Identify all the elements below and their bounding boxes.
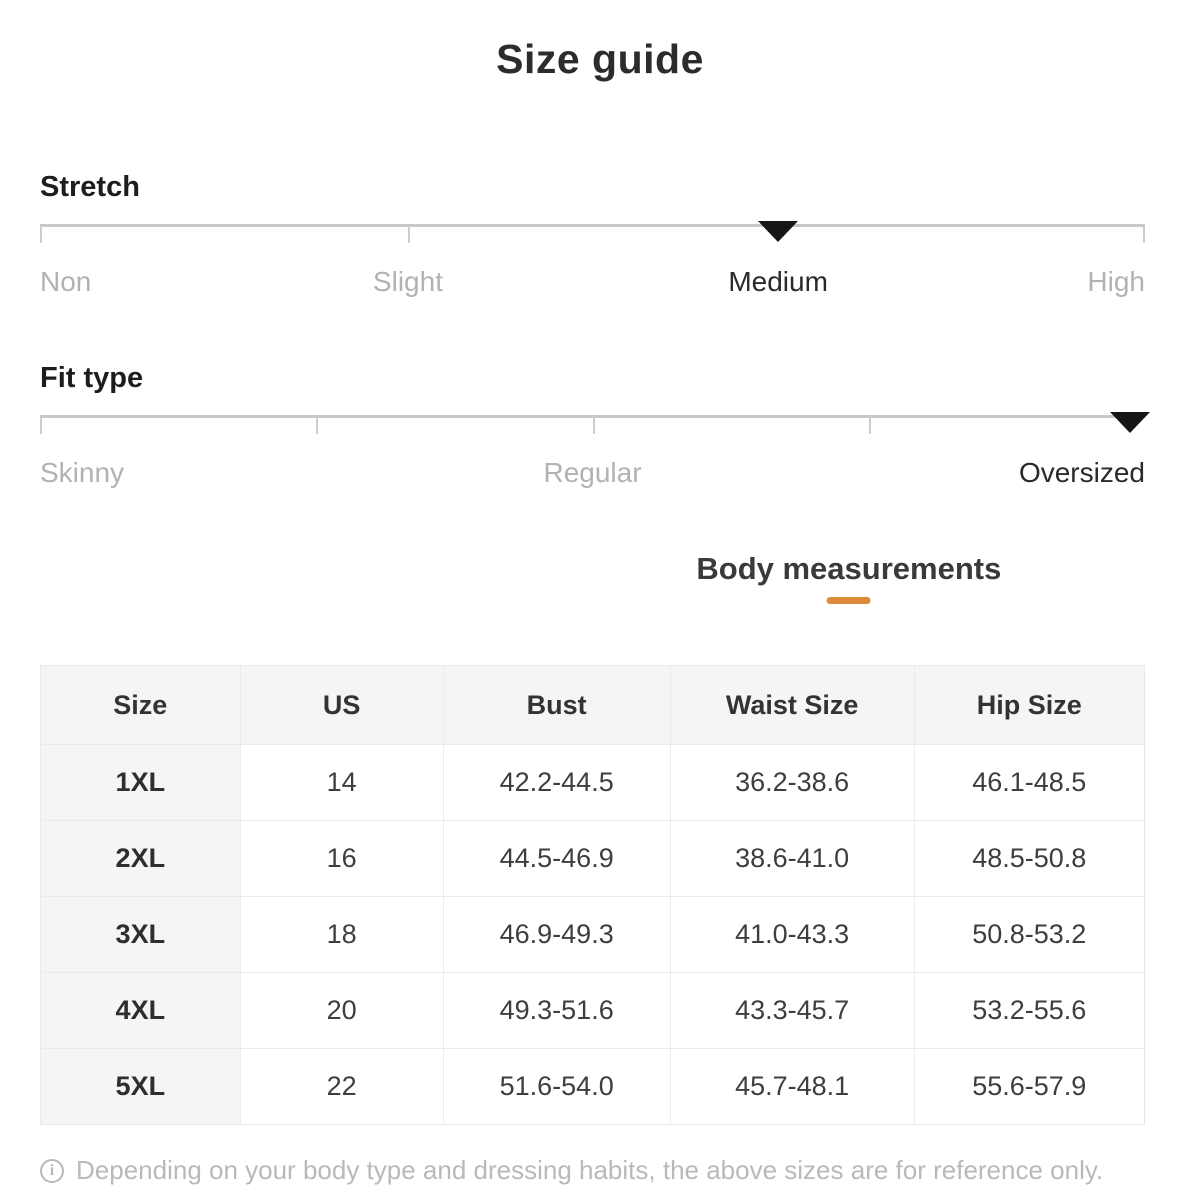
fit-type-slider	[40, 415, 1145, 523]
stretch-option-high: High	[1087, 266, 1145, 297]
cell-size: 1XL	[41, 745, 241, 821]
table-row	[41, 1049, 1144, 1125]
column-header-size: Size	[41, 666, 241, 745]
cell-bust: 49.3-51.6	[444, 973, 671, 1049]
fit-option-skinny: Skinny	[40, 457, 125, 488]
cell-bust: 44.5-46.9	[444, 821, 671, 897]
stretch-marker-icon	[758, 221, 798, 242]
cell-size: 2XL	[41, 821, 241, 897]
cell-us: 20	[241, 973, 444, 1049]
cell-waist: 41.0-43.3	[671, 897, 915, 973]
stretch-tick-non	[40, 226, 42, 243]
fit-tick-4	[869, 417, 871, 434]
stretch-option-slight: Slight	[372, 266, 443, 297]
cell-us: 22	[241, 1049, 444, 1125]
column-header-bust: Bust	[444, 666, 671, 745]
stretch-tick-high	[1143, 226, 1145, 243]
cell-size: 5XL	[41, 1049, 241, 1125]
cell-hip: 53.2-55.6	[915, 973, 1144, 1049]
stretch-section	[40, 171, 1145, 332]
cell-us: 14	[241, 745, 444, 821]
cell-waist: 45.7-48.1	[671, 1049, 915, 1125]
cell-hip: 48.5-50.8	[915, 821, 1144, 897]
fit-option-oversized: Oversized	[1018, 457, 1145, 488]
fit-tick-3	[593, 417, 595, 434]
cell-us: 16	[241, 821, 444, 897]
cell-waist: 38.6-41.0	[671, 821, 915, 897]
column-header-us: US	[241, 666, 444, 745]
fit-option-regular: Regular	[543, 457, 642, 488]
cell-us: 18	[241, 897, 444, 973]
fit-type-section	[40, 362, 1145, 523]
stretch-label: Stretch	[40, 171, 140, 203]
fit-tick-1	[40, 417, 42, 434]
stretch-slider-track	[40, 224, 1145, 227]
tab-body-measurements[interactable]	[696, 551, 1001, 604]
stretch-tick-slight	[408, 226, 410, 243]
tab-body-measurements-label: Body measurements	[696, 551, 1002, 586]
cell-hip: 55.6-57.9	[915, 1049, 1144, 1125]
cell-bust: 46.9-49.3	[444, 897, 671, 973]
stretch-option-non: Non	[40, 266, 92, 297]
table-header-row	[41, 666, 1144, 745]
active-tab-underline	[827, 597, 871, 604]
table-row	[41, 973, 1144, 1049]
fit-tick-2	[316, 417, 318, 434]
measurement-tabs	[40, 551, 1145, 639]
cell-size: 4XL	[41, 973, 241, 1049]
size-table	[40, 665, 1145, 1125]
fit-type-label: Fit type	[40, 362, 144, 394]
cell-waist: 36.2-38.6	[671, 745, 915, 821]
fit-type-marker-icon	[1110, 412, 1150, 433]
cell-bust: 51.6-54.0	[444, 1049, 671, 1125]
cell-hip: 50.8-53.2	[915, 897, 1144, 973]
info-icon: i	[40, 1159, 64, 1183]
cell-waist: 43.3-45.7	[671, 973, 915, 1049]
table-row	[41, 745, 1144, 821]
disclaimer-text: Depending on your body type and dressing habits, the above sizes are for reference only.	[76, 1155, 1104, 1185]
table-row	[41, 821, 1144, 897]
stretch-option-medium: Medium	[728, 266, 828, 297]
disclaimer-note	[40, 1155, 1145, 1186]
column-header-hip: Hip Size	[915, 666, 1144, 745]
page-title: Size guide	[496, 36, 704, 82]
stretch-slider	[40, 224, 1145, 332]
cell-bust: 42.2-44.5	[444, 745, 671, 821]
column-header-waist: Waist Size	[671, 666, 915, 745]
table-row	[41, 897, 1144, 973]
cell-hip: 46.1-48.5	[915, 745, 1144, 821]
cell-size: 3XL	[41, 897, 241, 973]
